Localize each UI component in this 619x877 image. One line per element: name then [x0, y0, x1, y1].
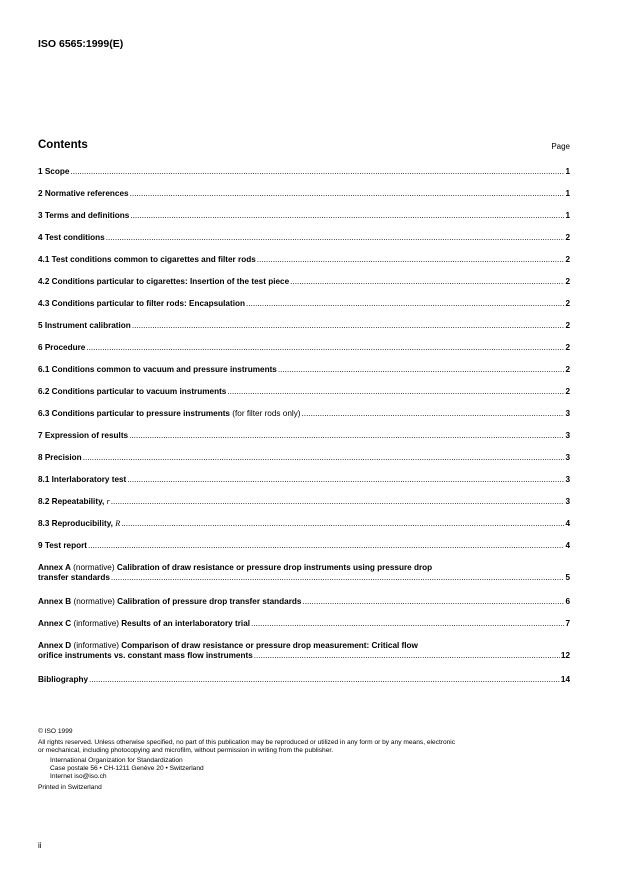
toc-entry-label	[38, 167, 69, 177]
toc-entry-label	[38, 651, 253, 661]
toc-entry-text: Annex B	[38, 597, 72, 606]
toc-entry-text: 2 Normative references	[38, 189, 129, 198]
toc-dot-leader	[129, 431, 564, 441]
rights-text-line1: All rights reserved. Unless otherwise specified, no part of this publication may be reproduced or utilized in any form or by any means, electronic	[38, 739, 456, 746]
toc-entry-text: 4.1 Test conditions common to cigarettes and filter rods	[38, 255, 256, 264]
toc-page-number: 3	[565, 431, 570, 440]
organization-internet: Internet iso@iso.ch	[50, 773, 107, 780]
toc-entry[interactable]	[38, 321, 570, 331]
toc-entry[interactable]	[38, 497, 570, 507]
toc-entry-text: Results of an interlaboratory trial	[121, 619, 251, 628]
toc-entry-label	[38, 409, 301, 419]
toc-dot-leader	[257, 255, 565, 265]
toc-dot-leader	[246, 299, 564, 309]
toc-entry-text: orifice instruments vs. constant mass flow instruments	[38, 651, 253, 660]
toc-entry-label	[38, 299, 245, 309]
toc-dot-leader	[121, 519, 564, 529]
toc-dot-leader	[106, 233, 565, 243]
toc-entry-label	[38, 541, 87, 551]
toc-page-number: 4	[565, 519, 570, 528]
page-column-label: Page	[551, 142, 570, 151]
copyright-footer	[38, 728, 578, 792]
toc-entry-label	[38, 211, 129, 221]
toc-dot-leader	[227, 387, 564, 397]
toc-entry-text: 9 Test report	[38, 541, 87, 550]
toc-page-number: 2	[565, 387, 570, 396]
toc-entry[interactable]	[38, 277, 570, 287]
toc-entry-text: Annex D	[38, 641, 72, 650]
toc-page-number: 12	[560, 651, 570, 660]
toc-dot-leader	[111, 497, 565, 507]
document-id-header: ISO 6565:1999(E)	[38, 38, 124, 50]
toc-entry-label	[38, 255, 256, 265]
toc-entry-text: Annex A	[38, 563, 71, 572]
toc-dot-leader	[132, 321, 565, 331]
toc-entry-label	[38, 597, 301, 607]
organization-name: International Organization for Standardization	[50, 757, 183, 764]
toc-entry-text: (normative)	[70, 563, 117, 572]
toc-entry-text: 5 Instrument calibration	[38, 321, 131, 330]
toc-page-number: 2	[565, 233, 570, 242]
toc-entry-text: Comparison of draw resistance or pressure drop measurement: Critical flow	[121, 641, 418, 650]
toc-entry[interactable]	[38, 409, 570, 419]
toc-entry-text: 4.3 Conditions particular to filter rods: Encapsulation	[38, 299, 245, 308]
toc-entry-text: 6.2 Conditions particular to vacuum instruments	[38, 387, 227, 396]
toc-entry-label	[38, 365, 277, 375]
toc-entry-text: 8 Precision	[38, 453, 82, 462]
toc-entry[interactable]	[38, 453, 570, 463]
toc-entry-label	[38, 519, 120, 529]
toc-entry-text: 4.2 Conditions particular to cigarettes: Insertion of the test piece	[38, 277, 290, 286]
toc-entry-label	[38, 497, 110, 507]
toc-entry[interactable]	[38, 167, 570, 177]
toc-entry[interactable]	[38, 541, 570, 551]
toc-dot-leader	[111, 573, 565, 583]
toc-entry-label	[38, 431, 128, 441]
toc-entry[interactable]	[38, 255, 570, 265]
toc-entry-text: 8.1 Interlaboratory test	[38, 475, 127, 484]
toc-entry[interactable]	[38, 387, 570, 397]
toc-page-number: 3	[565, 453, 570, 462]
toc-entry-text: Calibration of pressure drop transfer standards	[117, 597, 302, 606]
toc-entry-label	[38, 675, 88, 685]
toc-dot-leader	[290, 277, 564, 287]
organization-address: Case postale 56 • CH-1211 Genève 20 • Switzerland	[50, 765, 204, 772]
toc-entry-text: 8.2 Repeatability,	[38, 497, 107, 506]
toc-page-number: 3	[565, 497, 570, 506]
toc-entry-text: Annex C	[38, 619, 72, 628]
toc-entry-first-line	[38, 563, 570, 573]
toc-entry-text: 3 Terms and definitions	[38, 211, 130, 220]
toc-dot-leader	[254, 651, 560, 661]
toc-dot-leader	[130, 211, 564, 221]
toc-entry[interactable]	[38, 343, 570, 353]
toc-entry[interactable]	[38, 211, 570, 221]
toc-dot-leader	[83, 453, 565, 463]
toc-entry-label	[38, 475, 126, 485]
toc-dot-leader	[127, 475, 564, 485]
toc-entry[interactable]	[38, 619, 570, 629]
toc-entry-text: 8.3 Reproducibility,	[38, 519, 116, 528]
toc-entry[interactable]	[38, 431, 570, 441]
contents-title: Contents	[38, 139, 88, 151]
toc-page-number: 3	[565, 409, 570, 418]
toc-dot-leader	[302, 597, 564, 607]
toc-entry-text: 1 Scope	[38, 167, 70, 176]
toc-page-number: 14	[560, 675, 570, 684]
toc-page-number: 1	[565, 211, 570, 220]
toc-entry-text: 6.1 Conditions common to vacuum and pressure instruments	[38, 365, 277, 374]
toc-entry-label	[38, 321, 131, 331]
toc-dot-leader	[130, 189, 565, 199]
toc-dot-leader	[86, 343, 564, 353]
toc-page-number: 3	[565, 475, 570, 484]
toc-page-number: 2	[565, 365, 570, 374]
toc-entry-text: (informative)	[71, 619, 122, 628]
toc-entry-first-line	[38, 641, 570, 651]
toc-entry[interactable]	[38, 597, 570, 607]
toc-page-number: 2	[565, 255, 570, 264]
toc-entry-label	[38, 277, 289, 287]
toc-entry-text: (for filter rods only)	[230, 409, 301, 418]
toc-entry-text: 6 Procedure	[38, 343, 86, 352]
toc-dot-leader	[88, 541, 564, 551]
toc-entry-text: (normative)	[71, 597, 118, 606]
toc-page-number: 5	[565, 573, 570, 582]
toc-entry-label	[38, 343, 85, 353]
toc-entry-text: transfer standards	[38, 573, 110, 582]
toc-entry[interactable]	[38, 189, 570, 199]
toc-entry[interactable]	[38, 299, 570, 309]
toc-page-number: 6	[565, 597, 570, 606]
toc-dot-leader	[70, 167, 564, 177]
toc-dot-leader	[251, 619, 564, 629]
toc-entry-text: Bibliography	[38, 675, 89, 684]
toc-entry-text: r	[106, 497, 110, 506]
toc-entry-text: Calibration of draw resistance or pressure drop instruments using pressure drop	[116, 563, 433, 572]
toc-entry[interactable]	[38, 519, 570, 529]
rights-text-line2: or mechanical, including photocopying and microfilm, without permission in writing from the publisher.	[38, 747, 334, 754]
toc-page-number: 1	[565, 189, 570, 198]
toc-entry[interactable]	[38, 641, 570, 661]
page-number: ii	[38, 841, 42, 850]
toc-entry-label	[38, 573, 110, 583]
toc-entry[interactable]	[38, 675, 570, 685]
toc-dot-leader	[278, 365, 565, 375]
toc-dot-leader	[302, 409, 565, 419]
toc-entry[interactable]	[38, 475, 570, 485]
toc-entry[interactable]	[38, 365, 570, 375]
toc-entry-label	[38, 233, 105, 243]
toc-entry-label	[38, 453, 82, 463]
toc-entry-label	[38, 189, 129, 199]
toc-entry-label	[38, 387, 226, 397]
toc-entry[interactable]	[38, 563, 570, 583]
toc-page-number: 4	[565, 541, 570, 550]
toc-dot-leader	[89, 675, 560, 685]
toc-page-number: 1	[565, 167, 570, 176]
printed-in: Printed in Switzerland	[38, 784, 102, 791]
toc-page-number: 2	[565, 299, 570, 308]
toc-entry-text: 6.3 Conditions particular to pressure instruments	[38, 409, 230, 418]
toc-entry[interactable]	[38, 233, 570, 243]
toc-page-number: 2	[565, 321, 570, 330]
toc-entry-label	[38, 619, 250, 629]
toc-entry-text: 4 Test conditions	[38, 233, 105, 242]
toc-page-number: 7	[565, 619, 570, 628]
toc-page-number: 2	[565, 343, 570, 352]
toc-page-number: 2	[565, 277, 570, 286]
toc-entry-text: R	[115, 519, 121, 528]
toc-entry-text: (informative)	[71, 641, 122, 650]
toc-entry-text: 7 Expression of results	[38, 431, 129, 440]
copyright-line: © ISO 1999	[38, 728, 73, 735]
